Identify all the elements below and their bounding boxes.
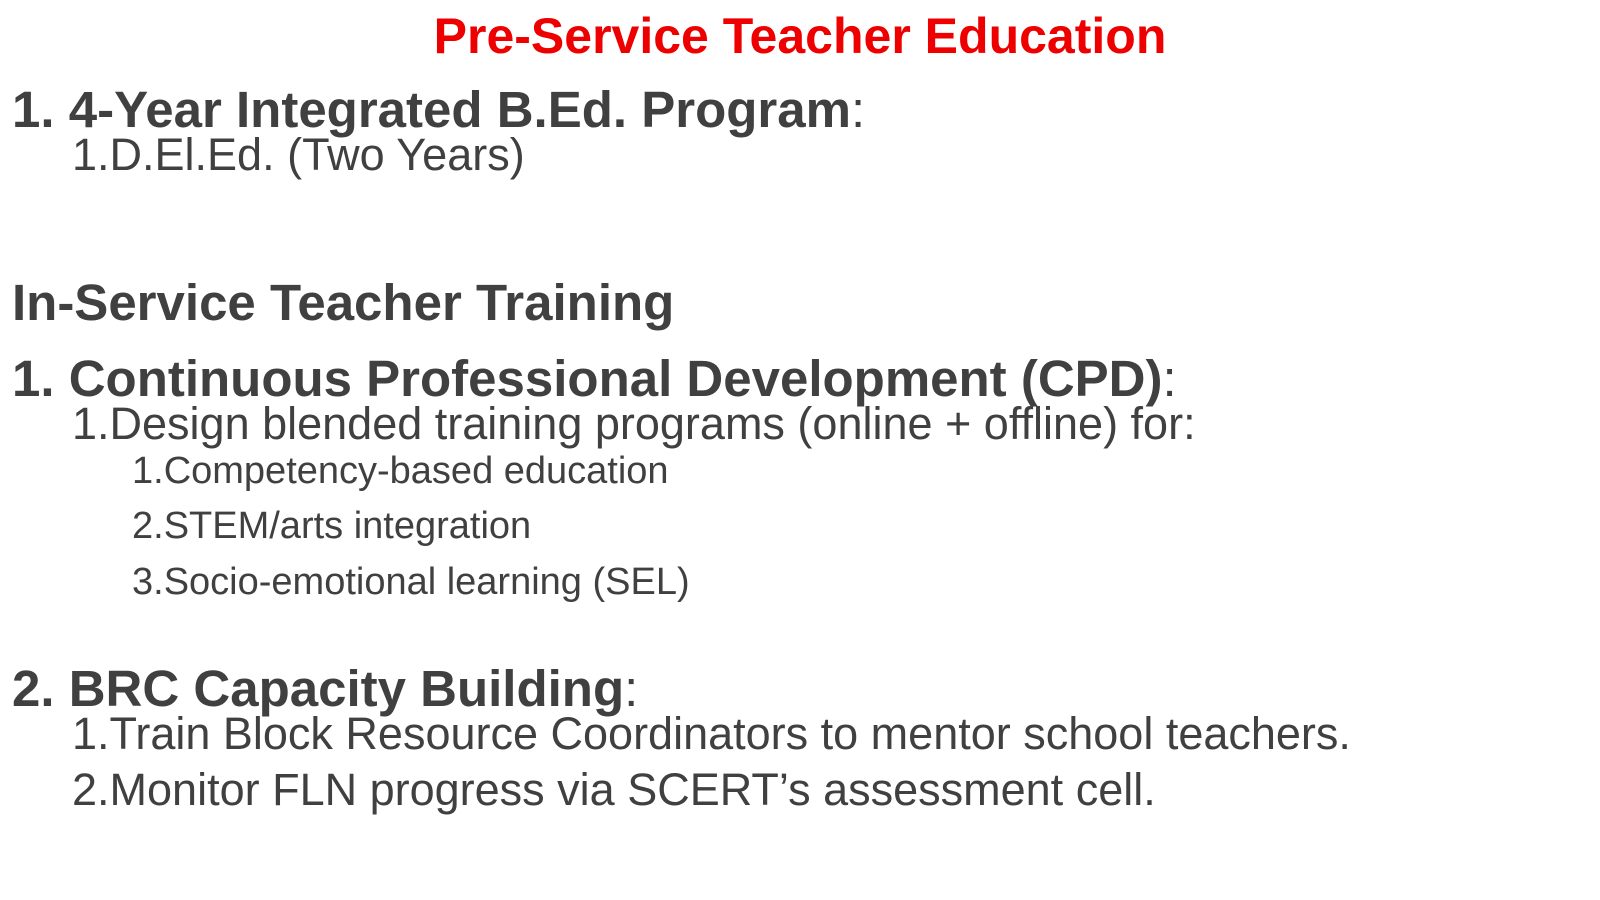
item-colon: :: [850, 81, 866, 138]
item-label: Continuous Professional Development (CPD): [68, 350, 1163, 407]
in-service-item-2-sub-2: 2.Monitor FLN progress via SCERT’s assessment cell.: [72, 764, 1156, 815]
slide-title: Pre-Service Teacher Education: [433, 8, 1167, 64]
in-service-subsub-item-1: 1.Competency-based education: [132, 450, 669, 492]
item-number: 1.: [12, 350, 55, 407]
item-number: 1.: [12, 81, 55, 138]
in-service-subsub-item-3: 3.Socio-emotional learning (SEL): [132, 561, 690, 603]
item-number: 2.: [12, 660, 55, 717]
item-label: BRC Capacity Building: [68, 660, 625, 717]
in-service-sub-item-1: 1.Design blended training programs (online + offline) for:: [72, 398, 1196, 449]
item-colon: :: [1162, 350, 1177, 407]
pre-service-sub-item-1: 1.D.El.Ed. (Two Years): [72, 129, 525, 180]
in-service-subsub-item-2: 2.STEM/arts integration: [132, 505, 532, 547]
in-service-heading: In-Service Teacher Training: [12, 274, 675, 331]
item-label: 4-Year Integrated B.Ed. Program: [68, 81, 851, 138]
item-colon: :: [624, 660, 639, 717]
in-service-item-2-sub-1: 1.Train Block Resource Coordinators to mentor school teachers.: [72, 708, 1351, 759]
